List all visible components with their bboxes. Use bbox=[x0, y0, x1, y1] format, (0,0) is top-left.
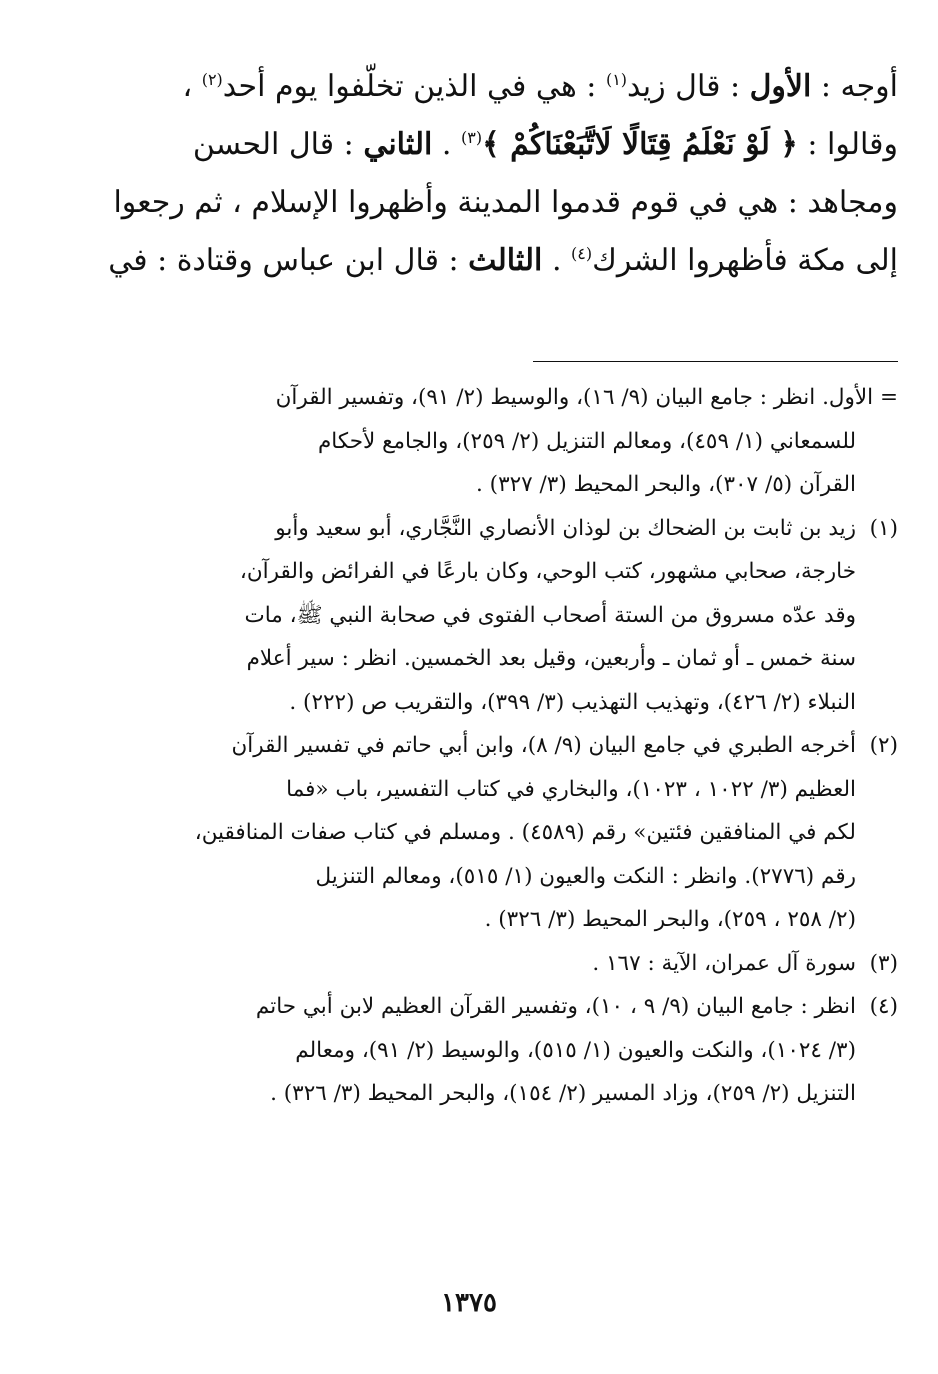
footnote-line: وقد عدّه مسروق من الستة أصحاب الفتوى في صحابة النبي ﷺ، مات bbox=[244, 602, 856, 628]
footnote-line bbox=[108, 507, 898, 551]
heading-third: الثالث bbox=[468, 243, 543, 278]
footnotes bbox=[108, 376, 898, 1116]
footnote-2 bbox=[108, 724, 898, 942]
text-span: : قال الحسن bbox=[192, 127, 364, 162]
footnote-line: التنزيل (٢/ ٢٥٩)، وزاد المسير (٢/ ١٥٤)، والبحر المحيط (٣/ ٣٢٦) . bbox=[270, 1081, 856, 1106]
footnote-line: (٢/ ٢٥٨ ، ٢٥٩)، والبحر المحيط (٣/ ٣٢٦) . bbox=[484, 907, 856, 932]
footnote-line: القرآن (٥/ ٣٠٧)، والبحر المحيط (٣/ ٣٢٧) . bbox=[476, 472, 856, 497]
footnote-ref-4: (٤) bbox=[571, 244, 593, 263]
footnote-line: سنة خمس ـ أو ثمان ـ وأربعين، وقيل بعد الخمسين. انظر : سير أعلام bbox=[246, 646, 856, 671]
text-span: . bbox=[432, 127, 461, 162]
footnote-continuation bbox=[108, 376, 898, 507]
text-span: ، bbox=[182, 69, 202, 104]
footnote-number: (٤) bbox=[869, 994, 898, 1019]
page-number: ١٣٧٥ bbox=[441, 1288, 497, 1318]
footnote-number: (٣) bbox=[869, 950, 898, 976]
main-line-1 bbox=[108, 58, 898, 116]
quran-verse: ﴿ لَوْ نَعْلَمُ قِتَالًا لَاتَّبَعْنَاكُمْ ﴾ bbox=[482, 127, 798, 162]
footnote-1 bbox=[108, 507, 898, 725]
text-span: أوجه : bbox=[811, 69, 898, 104]
heading-first: الأول bbox=[749, 69, 812, 104]
text-span: : قال ابن عباس وقتادة : في bbox=[108, 243, 469, 278]
footnote-text: زيد بن ثابت بن الضحاك بن لوذان الأنصاري النَّجَّاري، أبو سعيد وأبو bbox=[275, 515, 856, 541]
footnote-text: انظر : جامع البيان (٩/ ٩ ، ١٠)، وتفسير القرآن العظيم لابن أبي حاتم bbox=[255, 994, 856, 1019]
text-span: : قال زيد bbox=[627, 69, 750, 104]
text-span: إلى مكة فأظهروا الشرك bbox=[592, 243, 898, 278]
footnote-line: خارجة، صحابي مشهور، كتب الوحي، وكان بارعًا في الفرائض والقرآن، bbox=[239, 559, 856, 584]
footnote-ref-3: (٣) bbox=[460, 128, 483, 147]
text-span: وقالوا : bbox=[797, 127, 898, 162]
footnote-number: (١) bbox=[869, 515, 898, 541]
main-line-3: ومجاهد : هي في قوم قدموا المدينة وأظهروا الإسلام ، ثم رجعوا bbox=[113, 185, 898, 220]
footnote-line: (٣/ ١٠٢٤)، والنكت والعيون (١/ ٥١٥)، والوسيط (٢/ ٩١)، ومعالم bbox=[295, 1037, 856, 1063]
footnote-line bbox=[108, 985, 898, 1029]
footnote-line: = الأول. انظر : جامع البيان (٩/ ١٦)، والوسيط (٢/ ٩١)، وتفسير القرآن bbox=[275, 385, 898, 410]
text-span: . bbox=[542, 243, 572, 278]
footnote-number: (٢) bbox=[869, 733, 898, 758]
footnote-divider bbox=[533, 361, 898, 362]
text-span: : هي في الذين تخلّفوا يوم أحد bbox=[222, 69, 606, 104]
footnote-text: أخرجه الطبري في جامع البيان (٩/ ٨)، وابن أبي حاتم في تفسير القرآن bbox=[231, 733, 856, 758]
footnote-text: سورة آل عمران، الآية : ١٦٧ . bbox=[592, 950, 856, 976]
main-text bbox=[108, 58, 898, 290]
page-content bbox=[108, 58, 898, 1106]
main-line-2 bbox=[108, 116, 898, 174]
footnote-line: لكم في المنافقين فئتين» رقم (٤٥٨٩) . ومسلم في كتاب صفات المنافقين، bbox=[194, 820, 856, 845]
footnote-line: للسمعاني (١/ ٤٥٩)، ومعالم التنزيل (٢/ ٢٥٩)، والجامع لأحكام bbox=[317, 428, 856, 454]
footnote-line bbox=[108, 942, 898, 986]
footnote-line bbox=[108, 724, 898, 768]
main-line-4 bbox=[108, 232, 898, 290]
heading-second: الثاني bbox=[363, 127, 433, 162]
footnote-3 bbox=[108, 942, 898, 986]
footnote-line: رقم (٢٧٧٦). وانظر : النكت والعيون (١/ ٥١٥)، ومعالم التنزيل bbox=[315, 863, 856, 889]
footnote-line: العظيم (٣/ ١٠٢٢ ، ١٠٢٣)، والبخاري في كتاب التفسير، باب «فما bbox=[286, 776, 856, 802]
footnote-ref-1: (١) bbox=[605, 70, 628, 89]
footnote-line: النبلاء (٢/ ٤٢٦)، وتهذيب التهذيب (٣/ ٣٩٩)، والتقريب ص (٢٢٢) . bbox=[289, 689, 856, 715]
footnote-4 bbox=[108, 985, 898, 1116]
footnote-ref-2: (٢) bbox=[201, 70, 223, 89]
